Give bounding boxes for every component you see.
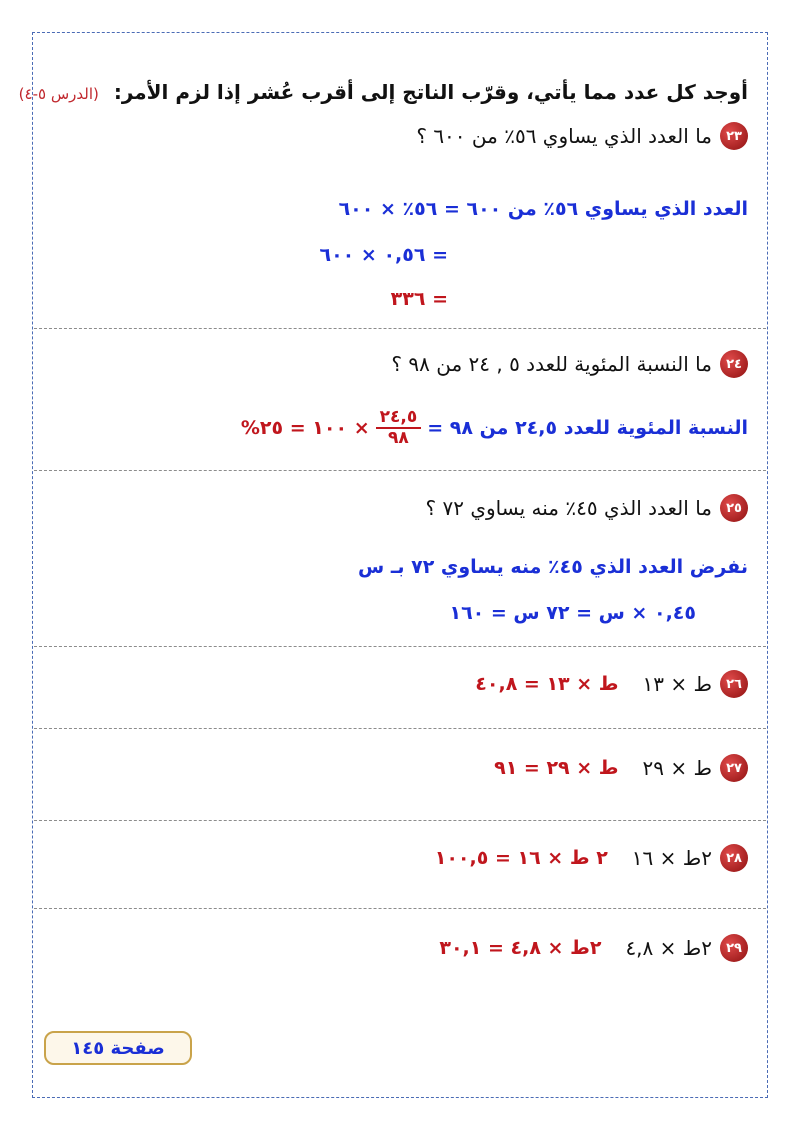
- divider: [34, 646, 766, 647]
- question-number-badge: ٢٩: [720, 934, 748, 962]
- answer-24: [241, 408, 748, 447]
- answer-line: النسبة المئوية للعدد ٢٤,٥ من ٩٨ =: [427, 416, 748, 439]
- divider: [34, 470, 766, 471]
- answer-line: نفرض العدد الذي ٤٥٪ منه يساوي ٧٢ بـ س: [358, 556, 748, 578]
- instruction-header: [19, 80, 748, 104]
- question-number-badge: ٢٤: [720, 350, 748, 378]
- question-29: [439, 934, 748, 962]
- question-expression: ٢ط × ٤,٨: [625, 936, 712, 960]
- question-expression: ٢ط × ١٦: [631, 846, 712, 870]
- page-number-badge: صفحة ١٤٥: [44, 1031, 192, 1065]
- question-number-badge: ٢٣: [720, 122, 748, 150]
- question-number-badge: ٢٧: [720, 754, 748, 782]
- question-26: [475, 670, 748, 698]
- question-28: [435, 844, 748, 872]
- question-27: [494, 754, 748, 782]
- question-text: ما النسبة المئوية للعدد ٥ , ٢٤ من ٩٨ ؟: [391, 352, 712, 376]
- answer-line: العدد الذي يساوي ٥٦٪ من ٦٠٠ = ٥٦٪ × ٦٠٠: [338, 198, 748, 220]
- instruction-text: أوجد كل عدد مما يأتي، وقرّب الناتج إلى أقرب عُشر إذا لزم الأمر:: [113, 80, 748, 104]
- answer-result: ط × ١٣ = ٤٠,٨: [475, 673, 619, 695]
- divider: [34, 820, 766, 821]
- divider: [34, 328, 766, 329]
- answer-line: = ٠,٥٦ × ٦٠٠: [319, 244, 448, 266]
- question-expression: ط × ٢٩: [642, 756, 712, 780]
- divider: [34, 728, 766, 729]
- question-text: ما العدد الذي يساوي ٥٦٪ من ٦٠٠ ؟: [416, 124, 712, 148]
- answer-line: ٠,٤٥ × س = ٧٢ س = ١٦٠: [449, 602, 696, 624]
- question-25: [426, 494, 748, 522]
- lesson-reference: (الدرس ٥-٤): [18, 85, 99, 103]
- question-number-badge: ٢٨: [720, 844, 748, 872]
- fraction-denominator: ٩٨: [388, 427, 409, 448]
- question-expression: ط × ١٣: [642, 672, 712, 696]
- divider: [34, 908, 766, 909]
- question-text: ما العدد الذي ٤٥٪ منه يساوي ٧٢ ؟: [425, 496, 712, 520]
- question-23: [416, 122, 748, 150]
- answer-result: ٢ط × ٤,٨ = ٣٠,١: [439, 937, 602, 959]
- question-number-badge: ٢٥: [720, 494, 748, 522]
- answer-result: ٢ ط × ١٦ = ١٠٠,٥: [434, 847, 608, 869]
- answer-result: = ٣٣٦: [390, 288, 448, 310]
- answer-result: × ١٠٠ = ٢٥%: [240, 416, 370, 439]
- answer-result: ط × ٢٩ = ٩١: [494, 757, 619, 779]
- question-number-badge: ٢٦: [720, 670, 748, 698]
- fraction: [376, 408, 422, 447]
- question-24: [391, 350, 748, 378]
- fraction-numerator: ٢٤,٥: [376, 408, 422, 429]
